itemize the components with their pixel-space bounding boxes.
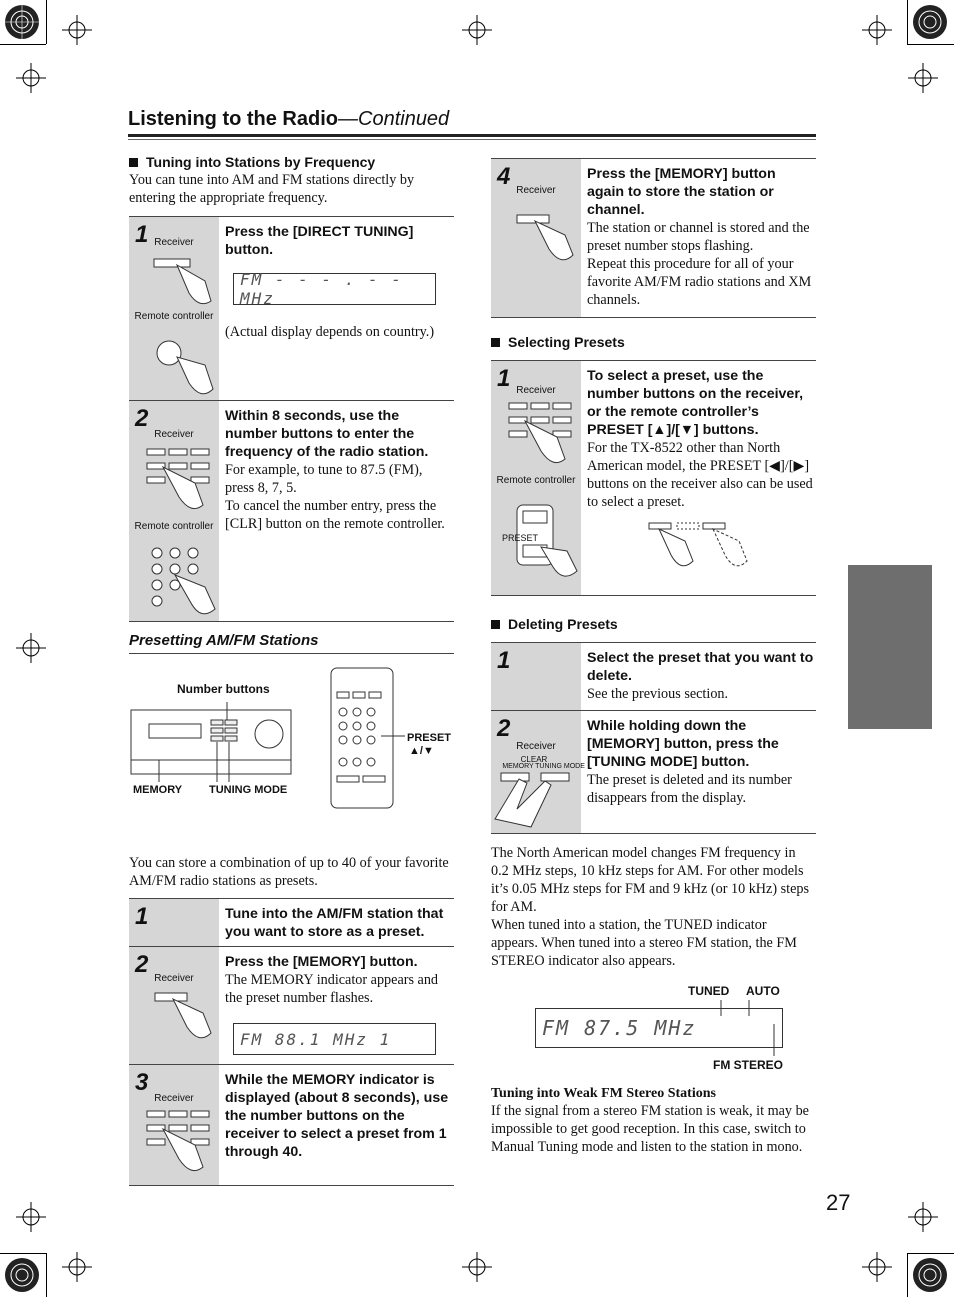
preset-arrows-label: ▲/▼ — [409, 745, 434, 757]
left-column — [129, 152, 454, 1186]
section-heading-deleting: Deleting Presets — [491, 616, 816, 632]
step-illustration — [491, 711, 585, 833]
step-illustration — [129, 1065, 219, 1185]
step-instruction: Press the [MEMORY] button. — [225, 954, 418, 970]
remote-button-hand-icon — [129, 335, 219, 405]
crop-line — [46, 0, 47, 44]
crosshair-mark — [908, 1202, 938, 1232]
crop-line — [907, 0, 908, 44]
step-instruction: Select the preset that you want to delete. — [587, 650, 814, 684]
presetting-steps — [129, 898, 454, 1186]
step-number: 2 — [135, 405, 149, 432]
step-illustration — [491, 159, 581, 317]
header-rule-thin — [128, 139, 816, 140]
remote-label: Remote controller — [134, 311, 214, 322]
tuning-steps — [129, 216, 454, 622]
presetting-heading: Presetting AM/FM Stations — [129, 632, 319, 649]
lcd-display: FM - - - . - - MHz — [233, 273, 436, 305]
tuned-label: TUNED — [688, 984, 730, 998]
presetting-step-2 — [129, 946, 454, 1064]
crosshair-mark — [462, 1252, 492, 1282]
crosshair-mark — [62, 15, 92, 45]
receiver-label: Receiver — [516, 741, 556, 752]
chapter-tab — [848, 565, 932, 729]
crosshair-mark — [16, 1202, 46, 1232]
presetting-section — [129, 632, 454, 1186]
step-instruction: To select a preset, use the number buttons on the receiver, or the remote controller’s PRESET [▲]/[▼] buttons. — [587, 368, 804, 438]
step-number: 2 — [135, 951, 149, 978]
step-text — [581, 159, 816, 317]
step-description: The preset is deleted and its number disappears from the display. — [587, 772, 792, 806]
crosshair-mark — [908, 63, 938, 93]
tuning-mode-label: TUNING MODE — [209, 784, 288, 796]
memory-button-label: MEMORY — [502, 763, 534, 770]
section-heading-tuning: Tuning into Stations by Frequency — [129, 154, 454, 170]
step-number: 2 — [497, 715, 511, 742]
step-text — [581, 361, 816, 595]
memory-button-hand-icon — [129, 987, 219, 1057]
crop-line — [46, 1253, 47, 1297]
receiver-label: Receiver — [516, 385, 556, 396]
receiver-button-hand-icon — [129, 251, 219, 311]
preset-label: PRESET — [407, 732, 452, 744]
crop-line — [907, 44, 954, 45]
crop-line — [0, 44, 46, 45]
weak-stations-heading: Tuning into Weak FM Stereo Stations — [491, 1086, 716, 1101]
step-description: For the TX-8522 other than North American model, the PRESET [◀]/[▶] buttons on the receiver also can be used to select a preset. — [587, 440, 813, 510]
number-buttons-label: Number buttons — [177, 682, 270, 696]
weak-stations-body: If the signal from a stereo FM station is weak, it may be impossible to get good reception. In this case, switch to Manual Tuning mode and listen to the station in mono. — [491, 1103, 809, 1155]
receiver-label: Receiver — [154, 237, 194, 248]
step-illustration — [491, 361, 581, 595]
step-text — [581, 711, 816, 833]
step-instruction: Press the [MEMORY] button again to store the station or channel. — [587, 166, 776, 218]
preset-button-label: PRESET — [501, 533, 538, 543]
registration-rosette — [4, 1257, 40, 1293]
registration-rosette — [912, 1257, 948, 1293]
step-instruction: While holding down the [MEMORY] button, press the [TUNING MODE] button. — [587, 718, 779, 770]
step-text — [219, 899, 454, 946]
presetting-step-1 — [129, 898, 454, 946]
receiver-front-panel-icon — [129, 702, 299, 782]
presetting-step-4 — [491, 158, 816, 318]
auto-label: AUTO — [746, 984, 780, 998]
step-illustration — [491, 643, 581, 710]
selecting-step-1 — [491, 360, 816, 596]
step-instruction: While the MEMORY indicator is displayed (about 8 seconds), use the number buttons on the receiver to select a preset from 1 through 40. — [225, 1072, 449, 1160]
crosshair-mark — [862, 1252, 892, 1282]
right-column — [491, 158, 816, 1156]
step-description: See the previous section. — [587, 686, 729, 702]
step-number: 3 — [135, 1069, 149, 1096]
crosshair-mark — [16, 63, 46, 93]
step-size-note: The North American model changes FM frequency in 0.2 MHz steps, 10 kHz steps for AM. For other models it’s 0.05 MHz steps for FM and 9 kHz (or 10 kHz) steps for AM. — [491, 845, 809, 915]
step-example: For example, to tune to 87.5 (FM), press 8, 7, 5. — [225, 462, 423, 496]
step-text — [219, 947, 454, 1064]
indicator-note: When tuned into a station, the TUNED indicator appears. When tuned into a stereo FM station, the FM STEREO indicator also appears. — [491, 917, 797, 969]
crosshair-mark — [862, 15, 892, 45]
deleting-steps — [491, 642, 816, 834]
continued-label: —Continued — [338, 108, 450, 130]
receiver-remote-illustration — [129, 666, 454, 826]
step-text — [219, 401, 454, 621]
step-number: 1 — [497, 647, 511, 674]
step-illustration — [129, 217, 219, 400]
lcd-display: FM 87.5 MHz — [535, 1008, 783, 1048]
tuning-intro: You can tune into AM and FM stations directly by entering the appropriate frequency. — [129, 172, 415, 206]
page-header — [128, 108, 816, 140]
step-illustration — [129, 947, 219, 1064]
number-buttons-hand-icon — [129, 445, 219, 525]
bullet-square-icon — [491, 338, 500, 347]
header-rule — [128, 134, 816, 137]
selecting-steps — [491, 360, 816, 596]
step-repeat-note: Repeat this procedure for all of your favorite AM/FM radio stations and XM channels. — [587, 256, 812, 308]
remote-label: Remote controller — [496, 475, 576, 486]
step-number: 1 — [135, 221, 149, 248]
fm-stereo-label: FM STEREO — [713, 1058, 784, 1072]
remote-keypad-hand-icon — [129, 545, 219, 625]
crop-line — [907, 1253, 954, 1254]
step-number: 4 — [497, 163, 511, 190]
remote-label: Remote controller — [134, 521, 214, 532]
step-illustration — [129, 899, 219, 946]
receiver-label: Receiver — [154, 973, 194, 984]
memory-button-hand-icon — [491, 205, 581, 275]
deleting-step-2 — [491, 710, 816, 834]
presetting-intro: You can store a combination of up to 40 of your favorite AM/FM radio stations as presets. — [129, 855, 449, 889]
crosshair-mark — [462, 15, 492, 45]
memory-label: MEMORY — [133, 784, 183, 796]
page-number: 27 — [826, 1190, 851, 1215]
step-text — [581, 643, 816, 710]
clear-label: CLEAR — [520, 755, 548, 764]
preset-updown-hand-icon — [491, 503, 581, 583]
tuning-mode-button-label: TUNING MODE — [535, 763, 585, 770]
remote-controller-icon — [327, 666, 407, 816]
step-illustration — [129, 401, 219, 621]
page-title: Listening to the Radio—Continued — [128, 108, 450, 130]
receiver-label: Receiver — [154, 1093, 194, 1104]
section-heading-selecting: Selecting Presets — [491, 334, 816, 350]
step-text — [219, 217, 454, 400]
fm-display-illustration — [491, 976, 816, 1072]
crosshair-mark — [62, 1252, 92, 1282]
tuning-step-2 — [129, 400, 454, 622]
registration-rosette — [912, 4, 948, 40]
memory-tuning-mode-hand-icon — [491, 769, 581, 839]
number-buttons-hand-icon — [491, 399, 581, 479]
step-cancel-note: To cancel the number entry, press the [CLR] button on the remote controller. — [225, 498, 445, 532]
receiver-label: Receiver — [154, 429, 194, 440]
tuning-step-1 — [129, 216, 454, 400]
deleting-step-1 — [491, 642, 816, 710]
crosshair-mark — [16, 633, 46, 663]
step-description: The station or channel is stored and the preset number stops flashing. — [587, 220, 810, 254]
step-instruction: Tune into the AM/FM station that you want to store as a preset. — [225, 906, 444, 940]
step-instruction: Within 8 seconds, use the number buttons to enter the frequency of the radio station. — [225, 408, 429, 460]
step-note: (Actual display depends on country.) — [225, 324, 435, 340]
step-number: 1 — [497, 365, 511, 392]
step-text — [219, 1065, 454, 1185]
preset-left-right-hand-icon — [643, 519, 763, 579]
number-buttons-hand-icon — [129, 1107, 219, 1187]
heading-rule — [129, 653, 454, 654]
receiver-label: Receiver — [516, 185, 556, 196]
crop-line — [0, 1253, 46, 1254]
step-description: The MEMORY indicator appears and the preset number flashes. — [225, 972, 439, 1006]
lcd-display: FM 88.1 MHz 1 — [233, 1023, 436, 1055]
bullet-square-icon — [129, 158, 138, 167]
presetting-step-3 — [129, 1064, 454, 1186]
bullet-square-icon — [491, 620, 500, 629]
step-instruction: Press the [DIRECT TUNING] button. — [225, 224, 414, 258]
step-number: 1 — [135, 903, 149, 930]
crop-line — [907, 1253, 908, 1297]
registration-rosette — [4, 4, 40, 40]
